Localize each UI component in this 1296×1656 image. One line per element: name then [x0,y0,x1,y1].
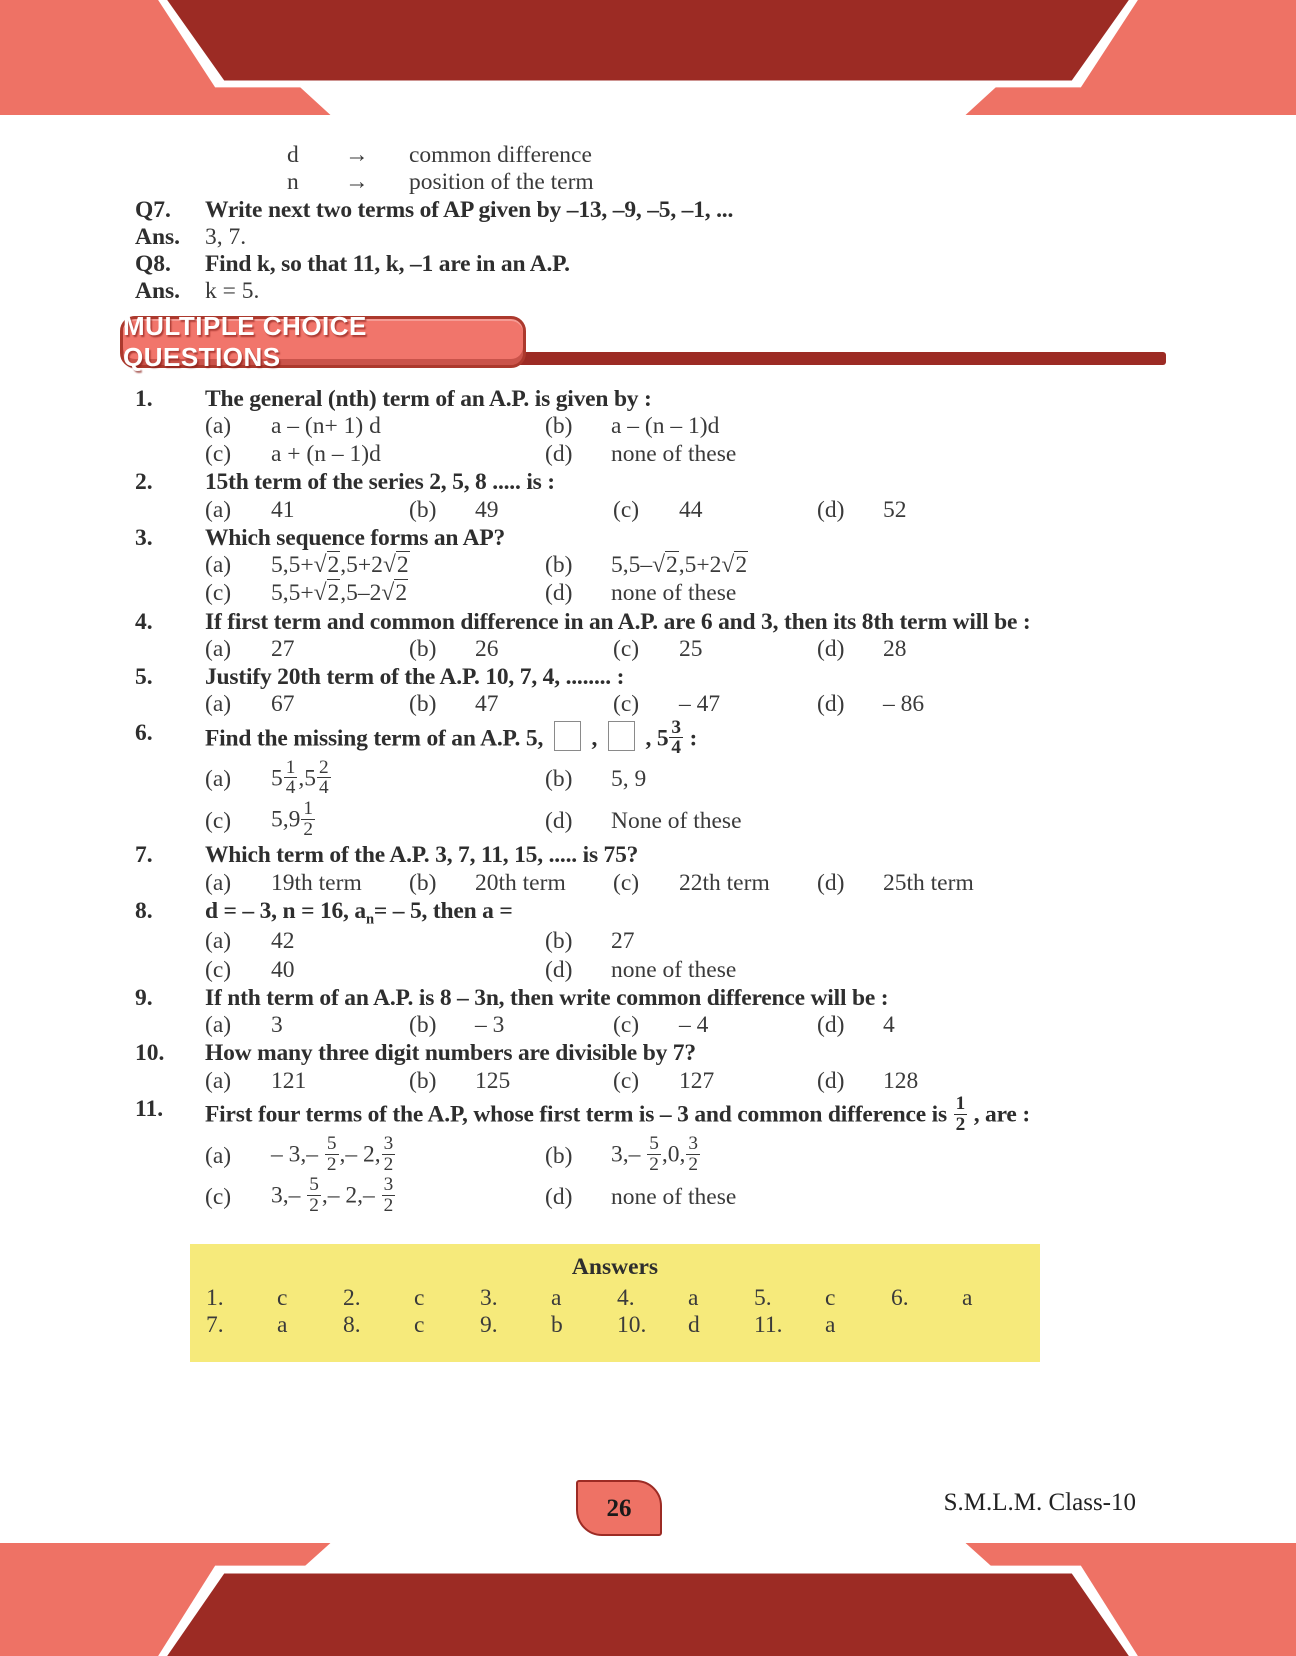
options-grid [205,928,1168,984]
mcq-question [135,609,1168,664]
mcq-banner-title: MULTIPLE CHOICE QUESTIONS [123,311,367,372]
mcq-question [135,842,1168,897]
option-value: 47 [475,691,499,718]
options-grid [205,1133,1168,1218]
question-body [205,1092,1168,1218]
mcq-question [135,985,1168,1040]
option-value: 40 [271,956,295,983]
question-number: 7. [135,842,153,869]
option-value: – 86 [883,691,925,718]
options-grid [205,497,1168,524]
option-label: (c) [613,869,640,896]
option-value: 4 [883,1012,895,1039]
answer-letter: c [414,1312,425,1339]
definition-symbol: n [287,169,299,196]
header-left-ribbon [0,0,1296,115]
answer-letter: d [688,1312,700,1339]
question-number: 3. [135,524,153,551]
option-value: 42 [271,928,295,955]
answers-row [206,1285,1026,1312]
question-body [205,525,1168,608]
option-label: (b) [545,1142,573,1169]
options-grid [205,870,1168,897]
option-label: (a) [205,1012,232,1039]
option-value: 22th term [679,869,770,896]
sqrt-expression: √2 [381,580,408,607]
fraction: $\frac{3}{2}$ [688,1133,699,1175]
question-title: 15th term of the series 2, 5, 8 ..... is : [205,469,555,496]
fraction: $\frac{3}{2}$ [383,1133,394,1175]
option-value: 5,9 $\frac{1}{2}$ [271,798,314,840]
option-label: (d) [545,956,573,983]
question-body [205,609,1168,664]
option-value: 128 [883,1067,919,1094]
qa-label: Q8. [135,251,171,277]
option-label: (b) [545,552,573,578]
option-value: 3,– $\frac{5}{2}$ ,– 2,– $\frac{3}{2}$ [271,1174,394,1217]
footer-ribbon-gap [0,1543,1296,1656]
definitions [135,142,1168,197]
mcq-question [135,898,1168,984]
option-label: (b) [409,1012,437,1039]
question-body [205,898,1168,984]
option-value: 25 [679,635,703,662]
answer-letter: a [688,1285,699,1312]
option-value: none of these [611,580,737,607]
fraction: $\frac{3}{2}$ [383,1174,394,1217]
fraction: $\frac{1}{2}$ [955,1092,966,1135]
option-value: 27 [611,928,635,955]
qa-text: Find k, so that 11, k, –1 are in an A.P. [205,251,570,277]
option-label: (b) [409,869,437,896]
mcq-question [135,664,1168,719]
fraction: $\frac{5}{2}$ [309,1174,319,1217]
fraction: $\frac{2}{4}$ [319,756,329,799]
question-number: 6. [135,719,153,746]
footer-left-ribbon [0,1543,1296,1656]
option-label: (a) [205,691,232,718]
question-number: 8. [135,897,153,924]
option-label: (b) [545,766,573,793]
option-label: (d) [545,807,573,834]
answer-letter: a [277,1312,288,1339]
qa-text: 3, 7. [205,223,247,250]
question-body [205,716,1168,842]
option-label: (c) [613,691,640,718]
option-label: (c) [205,807,232,834]
option-value: 121 [271,1067,307,1094]
question-title: Which term of the A.P. 3, 7, 11, 15, ..... is 75? [205,842,639,869]
option-label: (d) [817,496,845,523]
answer-question-number: 11. [754,1312,783,1339]
definition-row [287,142,1168,169]
options-grid [205,636,1168,663]
mcq-question [135,1040,1168,1095]
qa-label: Ans. [135,223,181,250]
answer-question-number: 7. [206,1312,224,1339]
footer-center-ribbon [0,1543,1296,1656]
question-title: If first term and common difference in an A.P. are 6 and 3, then its 8th term will be : [205,608,1031,635]
option-value: 25th term [883,869,974,896]
mcq-question [135,525,1168,608]
option-label: (c) [613,496,640,523]
option-label: (c) [205,441,232,467]
option-label: (a) [205,635,232,662]
question-body [205,1040,1168,1095]
answer-question-number: 6. [891,1285,909,1312]
question-number: 11. [135,1095,164,1122]
mcq-question [135,386,1168,469]
answer-letter: a [551,1285,562,1312]
answer-question-number: 1. [206,1285,224,1312]
qa-text: Write next two terms of AP given by –13, –9, –5, –1, ... [205,196,734,223]
definition-meaning: common difference [409,142,592,168]
fraction: $\frac{5}{2}$ [326,1133,337,1175]
option-label: (d) [817,635,845,662]
fraction: $\frac{1}{2}$ [303,798,314,840]
page-number-tab [576,1480,662,1536]
qa-row [135,251,1168,278]
option-label: (c) [613,1012,640,1039]
footer-decoration [0,1543,1296,1656]
section-banner [120,311,1168,372]
question-body [205,842,1168,897]
definition-row [287,169,1168,196]
option-label: (d) [817,869,845,896]
fraction: $\frac{1}{4}$ [285,756,296,799]
question-number: 4. [135,608,153,635]
option-label: (b) [545,412,573,439]
option-value: 5, 9 [611,766,647,793]
option-label: (a) [205,766,232,793]
option-value: 20th term [475,869,566,896]
option-value: 3 [271,1012,283,1039]
option-value: 27 [271,635,295,662]
book-title: S.M.L.M. Class-10 [943,1489,1136,1516]
question-title: How many three digit numbers are divisible by 7? [205,1040,696,1067]
blank-box [608,721,635,751]
question-number: 1. [135,385,153,412]
option-label: (b) [409,635,437,662]
question-body [205,386,1168,469]
option-value: none of these [611,441,737,467]
answer-question-number: 9. [480,1312,498,1339]
option-value: 5,5+√2,5+2√2 [271,552,409,578]
sqrt-expression: √2 [382,552,409,578]
question-title: The general (nth) term of an A.P. is given by : [205,385,652,412]
option-label: (a) [205,928,232,955]
option-label: (c) [613,1067,640,1094]
option-label: (c) [205,956,232,983]
option-label: (c) [613,635,640,662]
question-body [205,469,1168,524]
page-number: 26 [606,1494,632,1522]
page-content [0,118,1296,1362]
qa-label: Q7. [135,196,171,223]
option-label: (d) [545,1184,573,1210]
answer-letter: a [962,1285,973,1312]
option-value: 3,– $\frac{5}{2}$ ,0, $\frac{3}{2}$ [611,1133,699,1175]
option-label: (d) [817,691,845,718]
option-value: – 3 [475,1012,505,1039]
option-value: 26 [475,635,499,662]
question-number: 9. [135,984,153,1011]
answers-box [190,1244,1040,1362]
option-label: (d) [817,1067,845,1094]
option-label: (b) [545,928,573,955]
mcq-question [135,716,1168,842]
option-value: 19th term [271,869,362,896]
question-title: If nth term of an A.P. is 8 – 3n, then write common difference will be : [205,984,889,1011]
mcq-list [135,386,1168,1218]
answer-question-number: 5. [754,1285,772,1312]
answers-rows [204,1285,1026,1340]
header-decoration [0,0,1296,115]
answer-letter: c [414,1285,425,1312]
option-value: 41 [271,496,295,523]
answer-question-number: 3. [480,1285,498,1312]
option-label: (a) [205,552,232,578]
option-value: 44 [679,496,703,523]
answer-letter: c [825,1285,836,1312]
option-value: none of these [611,956,737,983]
option-value: 5 $\frac{1}{4}$ ,5 $\frac{2}{4}$ [271,756,329,799]
mcq-banner [120,311,526,372]
question-body [205,664,1168,719]
answer-question-number: 2. [343,1285,361,1312]
question-title: First four terms of the A.P, whose first term is – 3 and common difference is $\frac{1}{2}$ , are : [205,1092,1030,1135]
sqrt-expression: √2 [313,580,340,607]
option-label: (a) [205,496,232,523]
option-label: (b) [409,496,437,523]
option-value: a – (n – 1)d [611,412,720,439]
option-value: a – (n+ 1) d [271,412,381,439]
options-grid [205,552,1168,608]
option-label: (a) [205,1142,232,1169]
answer-letter: c [277,1285,288,1312]
arrow-glyph: → [345,169,369,196]
option-value: 127 [679,1067,715,1094]
header-right-ribbon [0,0,1296,115]
answers-title: Answers [571,1253,659,1280]
option-value: None of these [611,807,742,834]
blank-box [554,721,581,751]
option-value: 67 [271,691,295,718]
question-number: 10. [135,1040,165,1067]
option-value: none of these [611,1184,737,1210]
qa-row [135,197,1168,224]
option-label: (a) [205,1067,232,1094]
answers-row [206,1312,1026,1339]
option-value: – 4 [679,1012,709,1039]
answer-question-number: 10. [617,1312,647,1339]
option-label: (c) [205,1184,232,1210]
mcq-question [135,1092,1168,1218]
sqrt-expression: √2 [652,552,678,578]
arrow-glyph: → [345,142,369,168]
option-label: (a) [205,412,232,439]
option-value: 125 [475,1067,511,1094]
option-label: (d) [817,1012,845,1039]
options-grid [205,691,1168,718]
header-center-ribbon [0,0,1296,115]
definition-meaning: position of the term [409,169,594,196]
option-label: (c) [205,580,232,607]
option-value: – 3,– $\frac{5}{2}$ ,– 2, $\frac{3}{2}$ [271,1133,394,1175]
footer-right-ribbon [0,1543,1296,1656]
mcq-question [135,469,1168,524]
option-label: (d) [545,580,573,607]
qa-row [135,224,1168,251]
qa-label: Ans. [135,278,181,305]
fraction: $\frac{3}{4}$ [671,716,681,759]
option-label: (b) [409,1067,437,1094]
options-grid [205,1068,1168,1095]
question-title: d = – 3, n = 16, $a_n= - 5$, then a = [205,897,513,928]
qa-row [135,278,1168,305]
option-value: 5,5–√2,5+2√2 [611,552,748,578]
question-title: Which sequence forms an AP? [205,524,506,551]
option-label: (b) [409,691,437,718]
answer-question-number: 4. [617,1285,635,1312]
question-number: 5. [135,664,153,690]
option-value: 28 [883,635,907,662]
option-label: (d) [545,441,573,467]
qa-text: k = 5. [205,278,260,305]
definition-symbol: d [287,142,299,168]
sqrt-expression: √2 [313,552,340,578]
question-body [205,985,1168,1040]
option-value: – 47 [679,691,721,718]
header-ribbon-gap [0,0,1296,115]
option-value: 52 [883,496,907,523]
question-title: Find the missing term of an A.P. 5, , , 5 $\frac{3}{4}$ : [205,716,698,759]
question-title: Justify 20th term of the A.P. 10, 7, 4, ........ : [205,664,625,690]
option-label: (a) [205,869,232,896]
answer-letter: b [551,1312,563,1339]
options-grid [205,756,1168,842]
option-value: 5,5+√2,5–2√2 [271,580,408,607]
fraction: $\frac{5}{2}$ [649,1133,659,1175]
answer-letter: a [825,1312,836,1339]
sqrt-expression: √2 [721,552,748,578]
option-value: a + (n – 1)d [271,441,381,467]
option-value: 49 [475,496,499,523]
answer-question-number: 8. [343,1312,361,1339]
question-number: 2. [135,469,153,496]
options-grid [205,413,1168,469]
qa-block [135,197,1168,306]
options-grid [205,1012,1168,1039]
